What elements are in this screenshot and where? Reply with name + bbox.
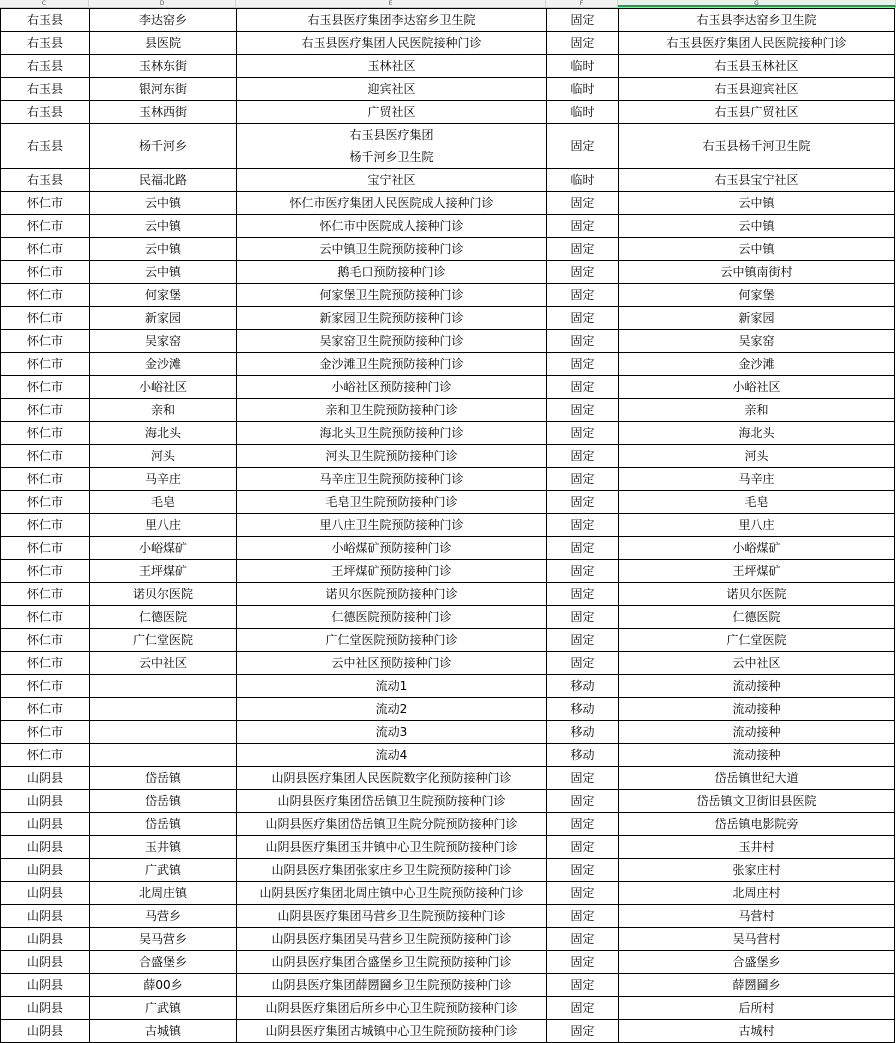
cell-type[interactable]: 固定 [547, 9, 619, 32]
cell-town[interactable]: 银河东街 [90, 78, 237, 101]
cell-clinic-name[interactable]: 山阴县医疗集团古城镇中心卫生院预防接种门诊 [237, 1020, 547, 1043]
cell-clinic-name[interactable]: 金沙滩卫生院预防接种门诊 [237, 353, 547, 376]
cell-clinic-name[interactable]: 云中社区预防接种门诊 [237, 652, 547, 675]
cell-region[interactable]: 右玉县 [1, 169, 90, 192]
table-row [1, 744, 895, 767]
cell-address[interactable]: 小峪社区 [619, 376, 895, 399]
table-row [1, 376, 895, 399]
cell-clinic-name[interactable]: 广仁堂医院预防接种门诊 [237, 629, 547, 652]
cell-type[interactable]: 临时 [547, 101, 619, 124]
cell-clinic-name[interactable]: 怀仁市医疗集团人民医院成人接种门诊 [237, 192, 547, 215]
cell-type[interactable]: 固定 [547, 284, 619, 307]
cell-town[interactable]: 云中镇 [90, 238, 237, 261]
cell-clinic-name[interactable]: 里八庄卫生院预防接种门诊 [237, 514, 547, 537]
cell-region[interactable]: 右玉县 [1, 32, 90, 55]
cell-region[interactable]: 怀仁市 [1, 422, 90, 445]
cell-region[interactable]: 怀仁市 [1, 583, 90, 606]
cell-type[interactable]: 固定 [547, 905, 619, 928]
cell-clinic-name[interactable]: 山阴县医疗集团玉井镇中心卫生院预防接种门诊 [237, 836, 547, 859]
table-row [1, 606, 895, 629]
cell-region[interactable]: 怀仁市 [1, 261, 90, 284]
cell-town[interactable]: 吴马营乡 [90, 928, 237, 951]
cell-type[interactable]: 移动 [547, 675, 619, 698]
table-row [1, 652, 895, 675]
cell-town[interactable]: 岱岳镇 [90, 790, 237, 813]
cell-clinic-name[interactable]: 王坪煤矿预防接种门诊 [237, 560, 547, 583]
table-row [1, 491, 895, 514]
cell-address[interactable]: 薛圐圙乡 [619, 974, 895, 997]
cell-type[interactable]: 固定 [547, 491, 619, 514]
cell-type[interactable]: 固定 [547, 376, 619, 399]
cell-region[interactable]: 怀仁市 [1, 629, 90, 652]
cell-town[interactable]: 云中镇 [90, 215, 237, 238]
cell-town[interactable]: 何家堡 [90, 284, 237, 307]
cell-region[interactable]: 怀仁市 [1, 353, 90, 376]
cell-address[interactable]: 流动接种 [619, 698, 895, 721]
cell-region[interactable]: 怀仁市 [1, 652, 90, 675]
cell-region[interactable]: 怀仁市 [1, 537, 90, 560]
cell-clinic-name[interactable]: 河头卫生院预防接种门诊 [237, 445, 547, 468]
cell-region[interactable]: 怀仁市 [1, 698, 90, 721]
cell-clinic-name[interactable]: 山阴县医疗集团张家庄乡卫生院预防接种门诊 [237, 859, 547, 882]
table-row [1, 1020, 895, 1043]
cell-address[interactable]: 毛皂 [619, 491, 895, 514]
cell-town[interactable]: 仁德医院 [90, 606, 237, 629]
cell-type[interactable]: 固定 [547, 124, 619, 169]
cell-region[interactable]: 山阴县 [1, 790, 90, 813]
cell-address[interactable]: 云中镇 [619, 215, 895, 238]
cell-type[interactable]: 固定 [547, 399, 619, 422]
table-row [1, 261, 895, 284]
cell-address[interactable]: 右玉县李达窑乡卫生院 [619, 9, 895, 32]
cell-type[interactable]: 固定 [547, 353, 619, 376]
cell-address[interactable]: 右玉县玉林社区 [619, 55, 895, 78]
cell-address[interactable]: 新家园 [619, 307, 895, 330]
cell-town[interactable]: 金沙滩 [90, 353, 237, 376]
cell-town[interactable]: 玉林西街 [90, 101, 237, 124]
cell-type[interactable]: 固定 [547, 951, 619, 974]
cell-clinic-name[interactable]: 广贸社区 [237, 101, 547, 124]
cell-town[interactable]: 里八庄 [90, 514, 237, 537]
cell-type[interactable]: 固定 [547, 813, 619, 836]
table-row [1, 353, 895, 376]
cell-clinic-name[interactable]: 山阴县医疗集团岱岳镇卫生院预防接种门诊 [237, 790, 547, 813]
cell-town[interactable]: 玉林东街 [90, 55, 237, 78]
cell-region[interactable]: 山阴县 [1, 905, 90, 928]
table-row [1, 974, 895, 997]
table-row [1, 445, 895, 468]
cell-clinic-name[interactable]: 山阴县医疗集团岱岳镇卫生院分院预防接种门诊 [237, 813, 547, 836]
table-row [1, 215, 895, 238]
cell-type[interactable]: 固定 [547, 583, 619, 606]
cell-address[interactable]: 右玉县迎宾社区 [619, 78, 895, 101]
cell-type[interactable]: 固定 [547, 422, 619, 445]
cell-region[interactable]: 怀仁市 [1, 307, 90, 330]
table-row [1, 537, 895, 560]
cell-address[interactable]: 张家庄村 [619, 859, 895, 882]
cell-town[interactable]: 毛皂 [90, 491, 237, 514]
cell-address[interactable]: 吴马营村 [619, 928, 895, 951]
table-row [1, 32, 895, 55]
cell-type[interactable]: 固定 [547, 468, 619, 491]
cell-town[interactable]: 小峪社区 [90, 376, 237, 399]
cell-region[interactable]: 右玉县 [1, 9, 90, 32]
cell-town[interactable]: 新家园 [90, 307, 237, 330]
table-row [1, 928, 895, 951]
cell-region[interactable]: 右玉县 [1, 55, 90, 78]
cell-clinic-name[interactable]: 马辛庄卫生院预防接种门诊 [237, 468, 547, 491]
cell-type[interactable]: 临时 [547, 169, 619, 192]
cell-clinic-name[interactable]: 宝宁社区 [237, 169, 547, 192]
column-header-g[interactable]: G [618, 0, 896, 7]
cell-town[interactable]: 玉井镇 [90, 836, 237, 859]
cell-address[interactable]: 古城村 [619, 1020, 895, 1043]
cell-type[interactable]: 固定 [547, 192, 619, 215]
cell-town[interactable]: 岱岳镇 [90, 813, 237, 836]
table-row [1, 836, 895, 859]
cell-address[interactable]: 合盛堡乡 [619, 951, 895, 974]
cell-type[interactable]: 移动 [547, 744, 619, 767]
table-row [1, 9, 895, 32]
cell-clinic-name[interactable]: 右玉县医疗集团 杨千河乡卫生院 [237, 124, 547, 169]
cell-region[interactable]: 怀仁市 [1, 468, 90, 491]
cell-region[interactable]: 怀仁市 [1, 192, 90, 215]
cell-type[interactable]: 固定 [547, 928, 619, 951]
cell-region[interactable]: 怀仁市 [1, 721, 90, 744]
cell-address[interactable]: 云中镇 [619, 192, 895, 215]
cell-type[interactable]: 固定 [547, 215, 619, 238]
table-row [1, 721, 895, 744]
cell-type[interactable]: 固定 [547, 836, 619, 859]
table-row [1, 192, 895, 215]
cell-town[interactable]: 北周庄镇 [90, 882, 237, 905]
cell-address[interactable]: 右玉县广贸社区 [619, 101, 895, 124]
table-row [1, 767, 895, 790]
cell-clinic-name[interactable]: 小峪煤矿预防接种门诊 [237, 537, 547, 560]
cell-clinic-name[interactable]: 诺贝尔医院预防接种门诊 [237, 583, 547, 606]
table-body [1, 9, 895, 1043]
cell-town[interactable]: 古城镇 [90, 1020, 237, 1043]
cell-clinic-name[interactable]: 何家堡卫生院预防接种门诊 [237, 284, 547, 307]
cell-address[interactable]: 岱岳镇世纪大道 [619, 767, 895, 790]
table-row [1, 169, 895, 192]
cell-clinic-name[interactable]: 山阴县医疗集团人民医院数字化预防接种门诊 [237, 767, 547, 790]
table-row [1, 468, 895, 491]
table-row [1, 583, 895, 606]
cell-town[interactable]: 马营乡 [90, 905, 237, 928]
cell-clinic-name[interactable]: 山阴县医疗集团马营乡卫生院预防接种门诊 [237, 905, 547, 928]
cell-town[interactable]: 杨千河乡 [90, 124, 237, 169]
cell-type[interactable]: 固定 [547, 859, 619, 882]
table-row [1, 101, 895, 124]
cell-town[interactable]: 吴家窑 [90, 330, 237, 353]
cell-clinic-name[interactable]: 山阴县医疗集团北周庄镇中心卫生院预防接种门诊 [237, 882, 547, 905]
cell-type[interactable]: 临时 [547, 78, 619, 101]
cell-clinic-name[interactable]: 仁德医院预防接种门诊 [237, 606, 547, 629]
cell-town[interactable]: 县医院 [90, 32, 237, 55]
cell-address[interactable]: 右玉县杨千河卫生院 [619, 124, 895, 169]
table-row [1, 238, 895, 261]
cell-address[interactable]: 右玉县医疗集团人民医院接种门诊 [619, 32, 895, 55]
column-header-e[interactable]: E [236, 0, 546, 7]
cell-town[interactable]: 民福北路 [90, 169, 237, 192]
cell-region[interactable]: 山阴县 [1, 974, 90, 997]
cell-address[interactable]: 右玉县宝宁社区 [619, 169, 895, 192]
cell-type[interactable]: 固定 [547, 514, 619, 537]
cell-town[interactable]: 王坪煤矿 [90, 560, 237, 583]
cell-region[interactable]: 怀仁市 [1, 491, 90, 514]
cell-region[interactable]: 右玉县 [1, 78, 90, 101]
cell-address[interactable]: 王坪煤矿 [619, 560, 895, 583]
cell-type[interactable]: 固定 [547, 307, 619, 330]
cell-town[interactable]: 河头 [90, 445, 237, 468]
cell-address[interactable]: 岱岳镇文卫街旧县医院 [619, 790, 895, 813]
cell-clinic-name[interactable]: 流动3 [237, 721, 547, 744]
cell-region[interactable]: 右玉县 [1, 101, 90, 124]
cell-region[interactable]: 山阴县 [1, 997, 90, 1020]
cell-type[interactable]: 固定 [547, 537, 619, 560]
cell-address[interactable]: 广仁堂医院 [619, 629, 895, 652]
cell-town[interactable]: 马辛庄 [90, 468, 237, 491]
cell-region[interactable]: 怀仁市 [1, 744, 90, 767]
cell-type[interactable]: 固定 [547, 261, 619, 284]
cell-address[interactable]: 流动接种 [619, 721, 895, 744]
table-row [1, 859, 895, 882]
cell-town[interactable]: 云中社区 [90, 652, 237, 675]
cell-region[interactable]: 怀仁市 [1, 330, 90, 353]
cell-address[interactable]: 吴家窑 [619, 330, 895, 353]
cell-address[interactable]: 诺贝尔医院 [619, 583, 895, 606]
cell-region[interactable]: 山阴县 [1, 813, 90, 836]
cell-region[interactable]: 怀仁市 [1, 399, 90, 422]
cell-type[interactable]: 固定 [547, 974, 619, 997]
data-table [0, 8, 895, 1043]
cell-region[interactable]: 怀仁市 [1, 284, 90, 307]
cell-region[interactable]: 怀仁市 [1, 238, 90, 261]
cell-type[interactable]: 固定 [547, 790, 619, 813]
table-row [1, 55, 895, 78]
cell-clinic-name[interactable]: 迎宾社区 [237, 78, 547, 101]
cell-clinic-name[interactable]: 毛皂卫生院预防接种门诊 [237, 491, 547, 514]
cell-region[interactable]: 怀仁市 [1, 560, 90, 583]
cell-town[interactable] [90, 698, 237, 721]
cell-region[interactable]: 怀仁市 [1, 445, 90, 468]
cell-type[interactable]: 固定 [547, 997, 619, 1020]
table-row [1, 813, 895, 836]
cell-address[interactable]: 何家堡 [619, 284, 895, 307]
table-row [1, 675, 895, 698]
cell-clinic-name[interactable]: 右玉县医疗集团李达窑乡卫生院 [237, 9, 547, 32]
cell-clinic-name[interactable]: 山阴县医疗集团薛圐圙乡卫生院预防接种门诊 [237, 974, 547, 997]
cell-region[interactable]: 右玉县 [1, 124, 90, 169]
cell-address[interactable]: 马营村 [619, 905, 895, 928]
cell-clinic-name[interactable]: 山阴县医疗集团合盛堡乡卫生院预防接种门诊 [237, 951, 547, 974]
cell-region[interactable]: 山阴县 [1, 836, 90, 859]
cell-type[interactable]: 固定 [547, 629, 619, 652]
table-row [1, 560, 895, 583]
cell-town[interactable]: 云中镇 [90, 192, 237, 215]
cell-town[interactable] [90, 721, 237, 744]
cell-clinic-name[interactable]: 山阴县医疗集团后所乡中心卫生院预防接种门诊 [237, 997, 547, 1020]
cell-clinic-name[interactable]: 新家园卫生院预防接种门诊 [237, 307, 547, 330]
cell-region[interactable]: 山阴县 [1, 882, 90, 905]
cell-address[interactable]: 后所村 [619, 997, 895, 1020]
cell-town[interactable]: 合盛堡乡 [90, 951, 237, 974]
cell-town[interactable]: 云中镇 [90, 261, 237, 284]
table-row [1, 514, 895, 537]
cell-region[interactable]: 山阴县 [1, 928, 90, 951]
cell-address[interactable]: 流动接种 [619, 675, 895, 698]
column-header-d[interactable]: D [89, 0, 236, 7]
cell-clinic-name[interactable]: 鹅毛口预防接种门诊 [237, 261, 547, 284]
table-row [1, 78, 895, 101]
cell-type[interactable]: 固定 [547, 652, 619, 675]
table-row [1, 399, 895, 422]
cell-region[interactable]: 山阴县 [1, 767, 90, 790]
cell-region[interactable]: 怀仁市 [1, 606, 90, 629]
cell-type[interactable]: 固定 [547, 1020, 619, 1043]
cell-type[interactable]: 临时 [547, 55, 619, 78]
cell-address[interactable]: 云中镇南街村 [619, 261, 895, 284]
cell-town[interactable]: 广武镇 [90, 859, 237, 882]
cell-address[interactable]: 流动接种 [619, 744, 895, 767]
cell-clinic-name[interactable]: 流动4 [237, 744, 547, 767]
cell-town[interactable]: 岱岳镇 [90, 767, 237, 790]
cell-clinic-name[interactable]: 流动2 [237, 698, 547, 721]
cell-region[interactable]: 怀仁市 [1, 215, 90, 238]
table-row [1, 629, 895, 652]
cell-clinic-name[interactable]: 小峪社区预防接种门诊 [237, 376, 547, 399]
cell-clinic-name[interactable]: 流动1 [237, 675, 547, 698]
cell-address[interactable]: 云中社区 [619, 652, 895, 675]
cell-type[interactable]: 固定 [547, 238, 619, 261]
table-row [1, 330, 895, 353]
table-row [1, 698, 895, 721]
cell-address[interactable]: 仁德医院 [619, 606, 895, 629]
cell-type[interactable]: 固定 [547, 445, 619, 468]
cell-type[interactable]: 固定 [547, 606, 619, 629]
cell-address[interactable]: 河头 [619, 445, 895, 468]
cell-type[interactable]: 固定 [547, 767, 619, 790]
table-row [1, 284, 895, 307]
cell-region[interactable]: 怀仁市 [1, 376, 90, 399]
table-row [1, 951, 895, 974]
table-row [1, 997, 895, 1020]
cell-clinic-name[interactable]: 亲和卫生院预防接种门诊 [237, 399, 547, 422]
cell-type[interactable]: 固定 [547, 560, 619, 583]
cell-type[interactable]: 移动 [547, 698, 619, 721]
cell-town[interactable]: 广武镇 [90, 997, 237, 1020]
cell-town[interactable] [90, 675, 237, 698]
cell-clinic-name[interactable]: 云中镇卫生院预防接种门诊 [237, 238, 547, 261]
cell-type[interactable]: 固定 [547, 330, 619, 353]
table-row [1, 124, 895, 169]
cell-town[interactable]: 薛00乡 [90, 974, 237, 997]
cell-clinic-name[interactable]: 玉林社区 [237, 55, 547, 78]
cell-region[interactable]: 怀仁市 [1, 514, 90, 537]
cell-region[interactable]: 山阴县 [1, 951, 90, 974]
table-row [1, 905, 895, 928]
cell-type[interactable]: 固定 [547, 32, 619, 55]
cell-type[interactable]: 移动 [547, 721, 619, 744]
table-row [1, 422, 895, 445]
cell-address[interactable]: 北周庄村 [619, 882, 895, 905]
cell-address[interactable]: 亲和 [619, 399, 895, 422]
table-row [1, 790, 895, 813]
column-header-bar [0, 0, 896, 8]
cell-address[interactable]: 海北头 [619, 422, 895, 445]
cell-clinic-name[interactable]: 山阴县医疗集团吴马营乡卫生院预防接种门诊 [237, 928, 547, 951]
cell-region[interactable]: 山阴县 [1, 859, 90, 882]
cell-town[interactable]: 李达窑乡 [90, 9, 237, 32]
cell-clinic-name[interactable]: 怀仁市中医院成人接种门诊 [237, 215, 547, 238]
cell-town[interactable] [90, 744, 237, 767]
cell-type[interactable]: 固定 [547, 882, 619, 905]
cell-address[interactable]: 金沙滩 [619, 353, 895, 376]
cell-region[interactable]: 山阴县 [1, 1020, 90, 1043]
cell-town[interactable]: 亲和 [90, 399, 237, 422]
column-header-c[interactable]: C [0, 0, 89, 7]
cell-clinic-name[interactable]: 吴家窑卫生院预防接种门诊 [237, 330, 547, 353]
cell-address[interactable]: 玉井村 [619, 836, 895, 859]
cell-clinic-name[interactable]: 右玉县医疗集团人民医院接种门诊 [237, 32, 547, 55]
cell-address[interactable]: 里八庄 [619, 514, 895, 537]
cell-address[interactable]: 马辛庄 [619, 468, 895, 491]
cell-address[interactable]: 岱岳镇电影院旁 [619, 813, 895, 836]
cell-town[interactable]: 小峪煤矿 [90, 537, 237, 560]
table-row [1, 307, 895, 330]
cell-region[interactable]: 怀仁市 [1, 675, 90, 698]
cell-clinic-name[interactable]: 海北头卫生院预防接种门诊 [237, 422, 547, 445]
cell-town[interactable]: 海北头 [90, 422, 237, 445]
cell-address[interactable]: 云中镇 [619, 238, 895, 261]
cell-town[interactable]: 诺贝尔医院 [90, 583, 237, 606]
column-header-f[interactable]: F [546, 0, 618, 7]
cell-town[interactable]: 广仁堂医院 [90, 629, 237, 652]
cell-address[interactable]: 小峪煤矿 [619, 537, 895, 560]
table-row [1, 882, 895, 905]
